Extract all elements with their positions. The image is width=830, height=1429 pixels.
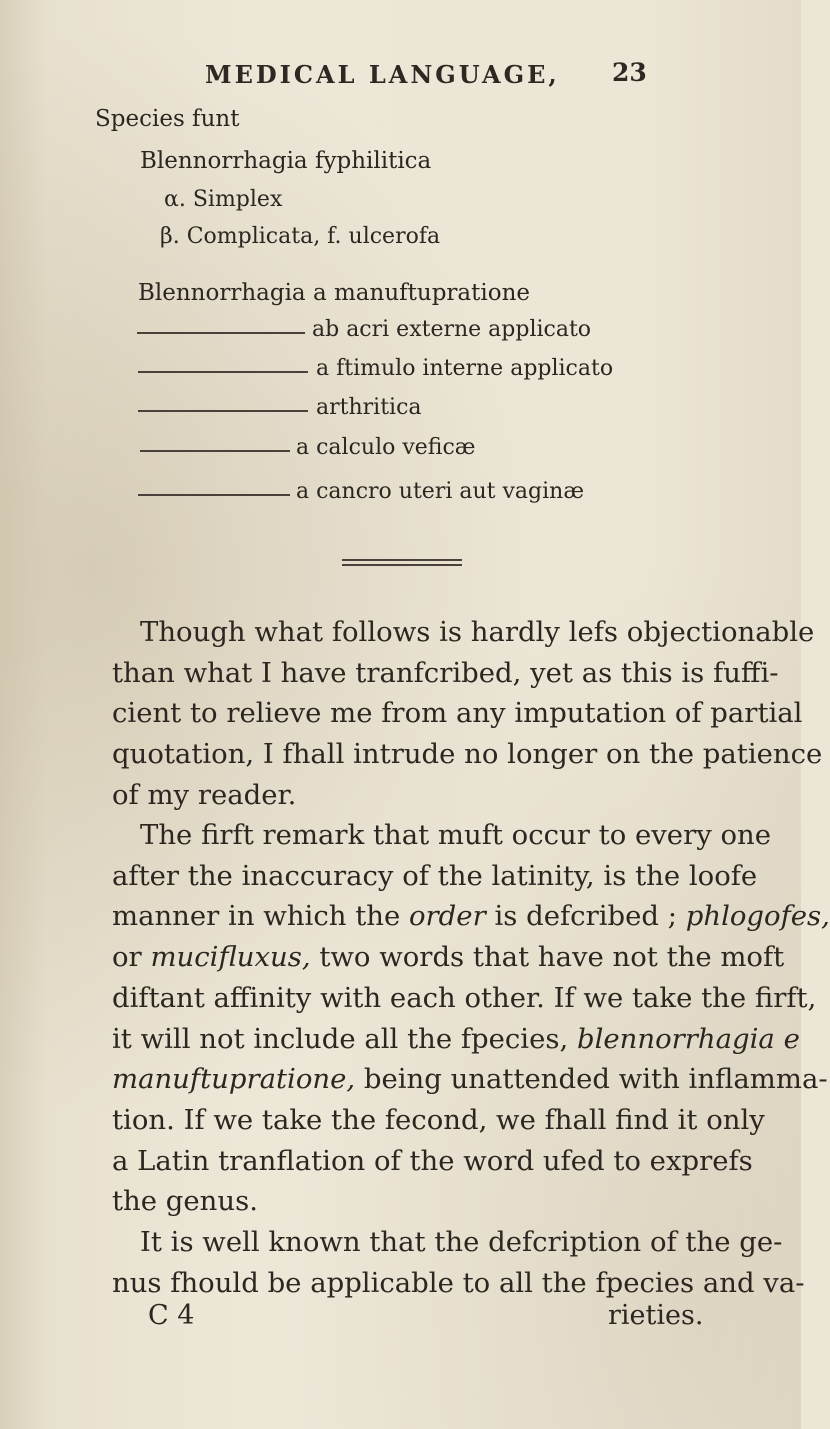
species-beta: β. Complicata, f. ulcerofa (160, 224, 441, 249)
species-entry: a cancro uteri aut vaginæ (296, 479, 584, 504)
italic-term: manuftupratione, (112, 1063, 356, 1096)
ditto-dash (138, 494, 290, 496)
species-entry: a ftimulo interne applicato (316, 356, 614, 381)
text-line: a Latin tranflation of the word ufed to exprefs (112, 1144, 753, 1177)
text-line: diftant affinity with each other. If we take the firft, (112, 981, 817, 1014)
species-heading: Species funt (95, 106, 240, 132)
catchword: rieties. (608, 1300, 704, 1331)
text-line (112, 1019, 800, 1060)
italic-term: order (408, 900, 486, 933)
text-line: the genus. (112, 1185, 258, 1218)
text-line: The firft remark that muft occur to every one (140, 819, 772, 851)
italic-term: mucifluxus, (150, 941, 311, 974)
text-run: manner in which the (112, 900, 409, 933)
text-line (112, 937, 785, 978)
text-line: of my reader. (112, 778, 297, 811)
text-line (112, 896, 830, 937)
paragraph-3 (112, 1222, 805, 1303)
text-run: two words that have not the moft (310, 941, 785, 974)
section-rule (342, 564, 462, 566)
text-run: it will not include all the fpecies, (112, 1022, 577, 1055)
paragraph-2 (112, 815, 830, 1222)
running-head: MEDICAL LANGUAGE, (205, 60, 560, 89)
paragraph-1 (112, 612, 823, 816)
text-run: is defcribed ; (485, 900, 686, 933)
species-first: Blennorrhagia fyphilitica (140, 148, 432, 174)
text-line (112, 1059, 828, 1100)
page-number: 23 (612, 58, 647, 87)
text-line: cient to relieve me from any imputation of partial (112, 697, 803, 730)
species-second: Blennorrhagia a manuftupratione (138, 280, 530, 306)
section-rule (342, 559, 462, 561)
species-alpha: α. Simplex (164, 187, 283, 212)
ditto-dash (138, 371, 308, 373)
species-entry: a calculo veficæ (296, 435, 476, 460)
italic-term: blennorrhagia e (576, 1022, 800, 1055)
text-line: Though what follows is hardly lefs objectionable (140, 616, 815, 648)
species-entry: arthritica (316, 395, 422, 420)
text-run: or (112, 941, 151, 974)
ditto-dash (137, 332, 305, 334)
text-run: being unattended with inflamma- (355, 1063, 828, 1096)
species-entry: ab acri externe applicato (312, 317, 592, 342)
signature-mark: C 4 (148, 1300, 195, 1331)
text-line: after the inaccuracy of the latinity, is the loofe (112, 859, 758, 892)
text-line: It is well known that the defcription of the ge- (140, 1226, 783, 1258)
ditto-dash (138, 410, 308, 412)
text-line: tion. If we take the fecond, we fhall find it only (112, 1103, 765, 1136)
italic-term: phlogofes, (685, 900, 830, 933)
ditto-dash (140, 450, 290, 452)
text-line: nus fhould be applicable to all the fpecies and va- (112, 1266, 805, 1299)
text-line: than what I have tranfcribed, yet as this is fuffi- (112, 656, 779, 689)
text-line: quotation, I fhall intrude no longer on the patience (112, 738, 823, 771)
